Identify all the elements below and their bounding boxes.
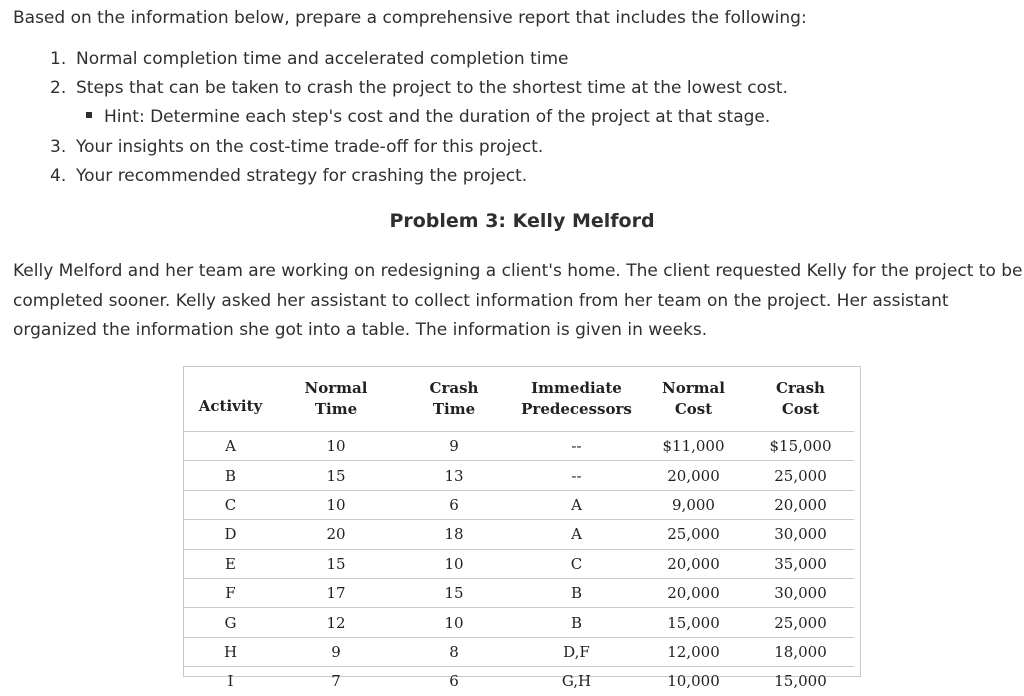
cell-normal-cost: $11,000 [640,432,747,461]
cell-normal-time: 9 [277,637,395,666]
table-row [184,520,854,549]
cell-predecessors: C [513,549,640,578]
table-row [184,461,854,490]
cell-crash-cost: 25,000 [747,608,854,637]
cell-normal-time: 20 [277,520,395,549]
problem-paragraph [13,257,1023,346]
table-row [184,667,854,696]
cell-crash-cost: 35,000 [747,549,854,578]
list-item [50,166,527,186]
cell-activity: G [184,608,277,637]
cell-crash-time: 15 [395,578,513,607]
cell-crash-cost: 25,000 [747,461,854,490]
list-text: Steps that can be taken to crash the project to the shortest time at the lowest cost. [76,78,788,98]
paragraph-line: organized the information she got into a table. The information is given in weeks. [13,320,708,340]
cell-predecessors: B [513,578,640,607]
cell-predecessors: -- [513,461,640,490]
list-number: 4. [50,166,67,186]
cell-crash-time: 10 [395,549,513,578]
activity-table [183,366,861,691]
list-number: 2. [50,78,67,98]
cell-predecessors: B [513,608,640,637]
list-text: Normal completion time and accelerated completion time [76,49,569,69]
cell-activity: B [184,461,277,490]
cell-normal-time: 10 [277,432,395,461]
list-number: 1. [50,49,67,69]
header-crash-cost: Crash Cost [776,379,825,418]
list-text: Your insights on the cost-time trade-off for this project. [76,137,544,157]
cell-crash-cost: 15,000 [747,667,854,696]
cell-normal-cost: 12,000 [640,637,747,666]
header-crash-time: Crash Time [429,379,479,418]
list-text: Your recommended strategy for crashing the project. [76,166,528,186]
cell-normal-cost: 20,000 [640,549,747,578]
cell-activity: A [184,432,277,461]
cell-crash-time: 9 [395,432,513,461]
cell-normal-time: 15 [277,549,395,578]
paragraph-line: Kelly Melford and her team are working on redesigning a client's home. The client requested Kelly for the project to be [13,261,1023,281]
cell-normal-cost: 25,000 [640,520,747,549]
list-item [50,49,569,69]
table-row [184,578,854,607]
header-normal-cost: Normal Cost [662,379,725,418]
header-normal-time: Normal Time [304,379,368,418]
cell-crash-time: 6 [395,490,513,519]
cell-normal-cost: 20,000 [640,461,747,490]
cell-predecessors: -- [513,432,640,461]
table-row [184,490,854,519]
cell-crash-time: 6 [395,667,513,696]
hint-item [86,107,770,127]
cell-crash-time: 8 [395,637,513,666]
cell-normal-time: 12 [277,608,395,637]
header-activity: Activity [198,396,263,415]
list-number: 3. [50,137,67,157]
cell-normal-cost: 15,000 [640,608,747,637]
cell-crash-time: 18 [395,520,513,549]
table-header-row [184,367,854,432]
problem-title: Problem 3: Kelly Melford [389,210,655,232]
cell-activity: I [184,667,277,696]
cell-crash-cost: 18,000 [747,637,854,666]
cell-crash-time: 13 [395,461,513,490]
cell-predecessors: G,H [513,667,640,696]
table-row [184,637,854,666]
cell-crash-cost: 20,000 [747,490,854,519]
cell-normal-cost: 10,000 [640,667,747,696]
paragraph-line: completed sooner. Kelly asked her assistant to collect information from her team on the project. Her assistant [13,290,949,311]
intro-text: Based on the information below, prepare a comprehensive report that includes the following: [13,8,807,28]
cell-normal-time: 10 [277,490,395,519]
cell-crash-time: 10 [395,608,513,637]
cell-crash-cost: 30,000 [747,520,854,549]
cell-normal-time: 15 [277,461,395,490]
cell-crash-cost: $15,000 [747,432,854,461]
cell-normal-cost: 9,000 [640,490,747,519]
table-row [184,549,854,578]
cell-activity: C [184,490,277,519]
list-item [50,137,543,157]
cell-normal-time: 17 [277,578,395,607]
cell-predecessors: A [513,490,640,519]
square-bullet-icon [86,112,92,118]
cell-crash-cost: 30,000 [747,578,854,607]
cell-predecessors: A [513,520,640,549]
table-row [184,608,854,637]
hint-text: Hint: Determine each step's cost and the duration of the project at that stage. [104,107,771,127]
cell-activity: E [184,549,277,578]
cell-normal-cost: 20,000 [640,578,747,607]
header-predecessors: Immediate Predecessors [521,379,632,418]
table-row [184,432,854,461]
cell-activity: H [184,637,277,666]
cell-normal-time: 7 [277,667,395,696]
cell-activity: F [184,578,277,607]
cell-predecessors: D,F [513,637,640,666]
list-item [50,78,788,98]
cell-activity: D [184,520,277,549]
